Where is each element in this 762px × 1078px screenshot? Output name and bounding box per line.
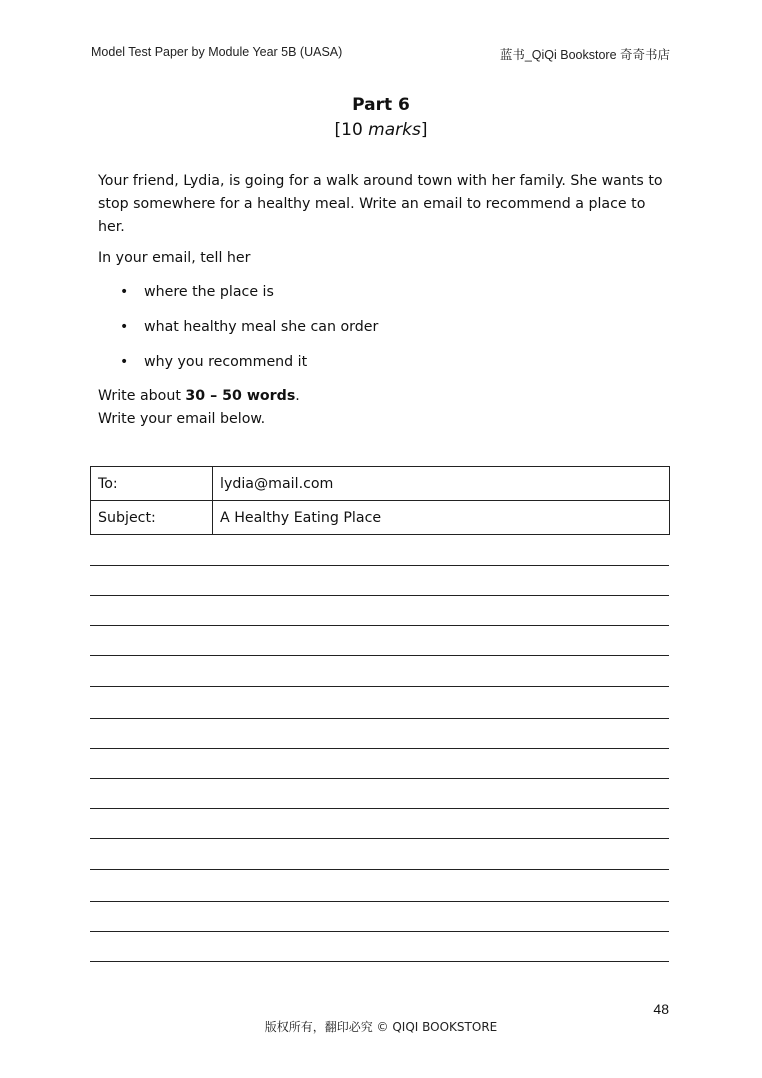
bullet-item [120,319,378,354]
table-row [91,501,670,535]
writing-line[interactable] [90,961,669,962]
page-number: 48 [653,1001,669,1017]
bullet-text: where the place is [144,284,274,300]
writing-line[interactable] [90,838,669,839]
prompt-intro: In your email, tell her [98,250,251,266]
writing-line[interactable] [90,778,669,779]
writing-line[interactable] [90,748,669,749]
bullet-item [120,284,378,319]
word-count-instruction [98,388,300,404]
part-title: Part 6 [352,95,410,115]
writing-line[interactable] [90,625,669,626]
marks-label [0,120,762,140]
marks-close: ] [420,120,428,140]
bullet-item [120,354,378,389]
writing-line[interactable] [90,869,669,870]
prompt-paragraph: Your friend, Lydia, is going for a walk around town with her family. She wants to stop somewhere for a healthy meal. Write an email to recommend a place to her. [98,173,663,235]
writing-line[interactable] [90,901,669,902]
writing-line[interactable] [90,808,669,809]
to-value: lydia@mail.com [213,467,670,501]
subject-value: A Healthy Eating Place [213,501,670,535]
bullet-icon: • [120,354,129,370]
bullet-icon: • [120,319,129,335]
table-row [91,467,670,501]
writing-line[interactable] [90,565,669,566]
header-left: Model Test Paper by Module Year 5B (UASA) [91,45,343,59]
to-label: To: [91,467,213,501]
writing-line[interactable] [90,718,669,719]
write-below-instruction: Write your email below. [98,411,266,427]
marks-open: [10 [334,120,369,140]
writing-line[interactable] [90,931,669,932]
bullet-text: why you recommend it [144,354,308,370]
subject-label: Subject: [91,501,213,535]
word-prefix: Write about [98,388,186,404]
writing-line[interactable] [90,595,669,596]
email-header-table [90,466,670,535]
marks-word: marks [368,120,421,140]
bullet-text: what healthy meal she can order [144,319,379,335]
header-right: 蓝书_QiQi Bookstore 奇奇书店 [499,48,670,62]
bullet-icon: • [120,284,129,300]
copyright-notice: 版权所有，翻印必究 © QIQI BOOKSTORE [264,1020,498,1034]
writing-line[interactable] [90,686,669,687]
bullet-list [120,284,378,389]
writing-line[interactable] [90,655,669,656]
word-count: 30 – 50 words [185,388,296,404]
word-suffix: . [295,388,300,404]
